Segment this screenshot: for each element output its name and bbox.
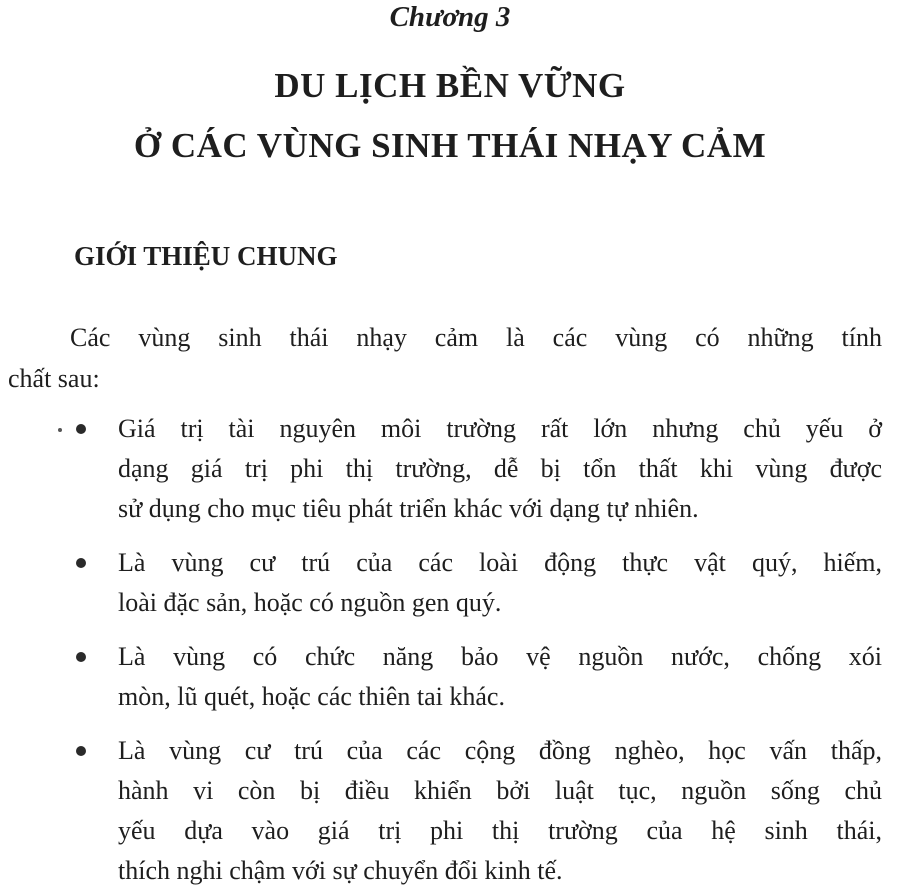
bullet-dot [76, 424, 86, 434]
bullet-dot [76, 652, 86, 662]
bullet-item-4-line-2: hành vi còn bị điều khiển bởi luật tục, nguồn sống chủ [118, 776, 882, 805]
chapter-title-line-1: DU LỊCH BỀN VỮNG [274, 66, 626, 105]
intro-paragraph-line-2: chất sau: [8, 364, 100, 393]
bullet-dot [76, 558, 86, 568]
bullet-item-1-line-2: dạng giá trị phi thị trường, dễ bị tổn thất khi vùng được [118, 454, 882, 483]
bullet-item-4 [118, 731, 882, 890]
bullet-item-4-line-1: Là vùng cư trú của các cộng đồng nghèo, học vấn thấp, [118, 736, 882, 765]
bullet-item-2-line-1: Là vùng cư trú của các loài động thực vật quý, hiếm, [118, 548, 882, 577]
bullet-item-1-line-3: sử dụng cho mục tiêu phát triển khác với dạng tự nhiên. [118, 494, 699, 523]
section-heading: GIỚI THIỆU CHUNG [74, 241, 338, 271]
intro-paragraph-line-1: Các vùng sinh thái nhạy cảm là các vùng có những tính [70, 323, 882, 352]
bullet-item-3 [118, 637, 882, 717]
bullet-dot [76, 746, 86, 756]
chapter-label: Chương 3 [389, 1, 511, 33]
bullet-item-1-line-1: Giá trị tài nguyên môi trường rất lớn nhưng chủ yếu ở [118, 414, 882, 443]
bullet-item-4-line-3: yếu dựa vào giá trị phi thị trường của hệ sinh thái, [118, 816, 882, 845]
chapter-title-line-2: Ở CÁC VÙNG SINH THÁI NHẠY CẢM [133, 126, 767, 165]
bullet-item-2-line-2: loài đặc sản, hoặc có nguồn gen quý. [118, 588, 502, 617]
bullet-item-2 [118, 543, 882, 623]
bullet-item-3-line-2: mòn, lũ quét, hoặc các thiên tai khác. [118, 682, 505, 711]
bullet-item-3-line-1: Là vùng có chức năng bảo vệ nguồn nước, chống xói [118, 642, 882, 671]
bullet-item-4-line-4: thích nghi chậm với sự chuyển đổi kinh tế. [118, 856, 563, 885]
bullet-item-1 [118, 409, 882, 529]
print-speck [58, 428, 62, 432]
